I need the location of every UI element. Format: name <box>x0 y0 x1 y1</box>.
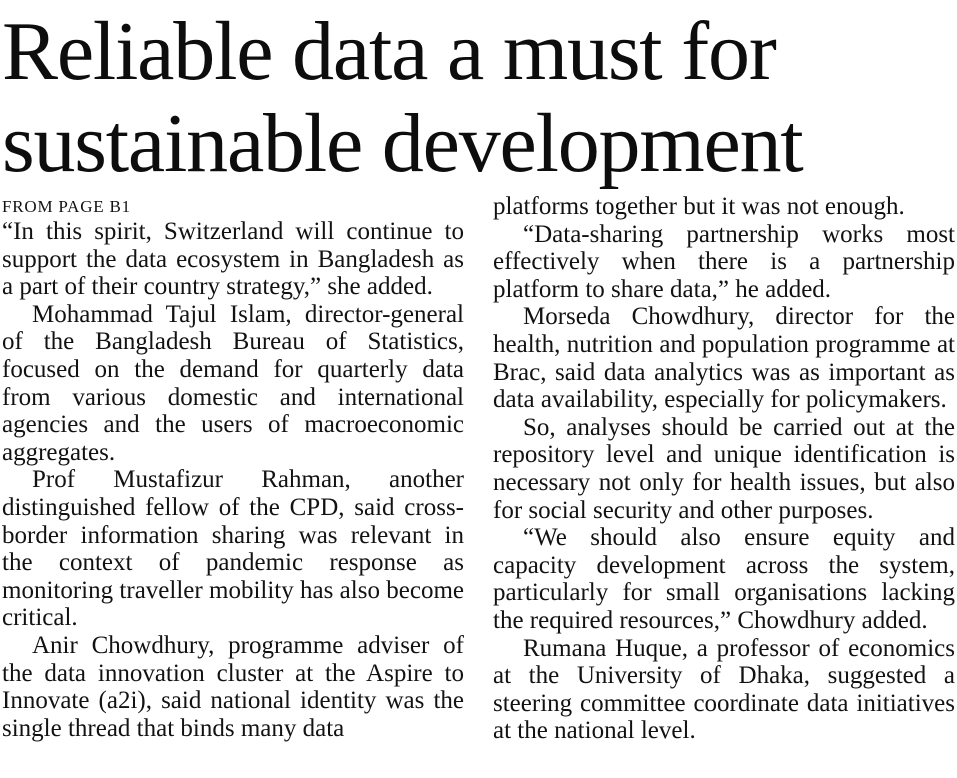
paragraph: Anir Chowdhury, programme adviser of the data innovation cluster at the Aspire to Innovate (a2i), said national identity was the single thread that binds many data <box>2 631 464 742</box>
headline <box>2 6 803 190</box>
headline-line-1: Reliable data a must for <box>2 5 776 98</box>
jump-label: FROM PAGE B1 <box>2 197 131 216</box>
paragraph: So, analyses should be carried out at the repository level and unique identification is necessary not only for health issues, but also for social security and other purposes. <box>493 413 955 524</box>
article-column-right <box>493 193 955 745</box>
paragraph: Prof Mustafizur Rahman, another distinguished fellow of the CPD, said cross-border information sharing was relevant in the context of pandemic response as monitoring traveller mobility has also become critical. <box>2 466 464 632</box>
paragraph: Rumana Huque, a professor of economics at the University of Dhaka, suggested a steering committee coordinate data initiatives at the national level. <box>493 634 955 745</box>
paragraph: “In this spirit, Switzerland will continue to support the data ecosystem in Bangladesh as a part of their country strategy,” she added. <box>2 218 464 301</box>
article-column-left <box>2 193 464 742</box>
paragraph: “Data-sharing partnership works most effectively when there is a partnership platform to share data,” he added. <box>493 220 955 303</box>
paragraph: “We should also ensure equity and capacity development across the system, particularly for small organisations lacking the required resources,” Chowdhury added. <box>493 524 955 634</box>
headline-line-2: sustainable development <box>2 97 803 190</box>
paragraph: platforms together but it was not enough. <box>493 193 905 220</box>
paragraph: Mohammad Tajul Islam, director-general of the Bangladesh Bureau of Statistics, focused on the demand for quarterly data from various domestic and international agencies and the users of macroeconomic aggregates. <box>2 300 464 466</box>
paragraph: Morseda Chowdhury, director for the health, nutrition and population programme at Brac, said data analytics was as important as data availability, especially for policymakers. <box>493 303 955 414</box>
